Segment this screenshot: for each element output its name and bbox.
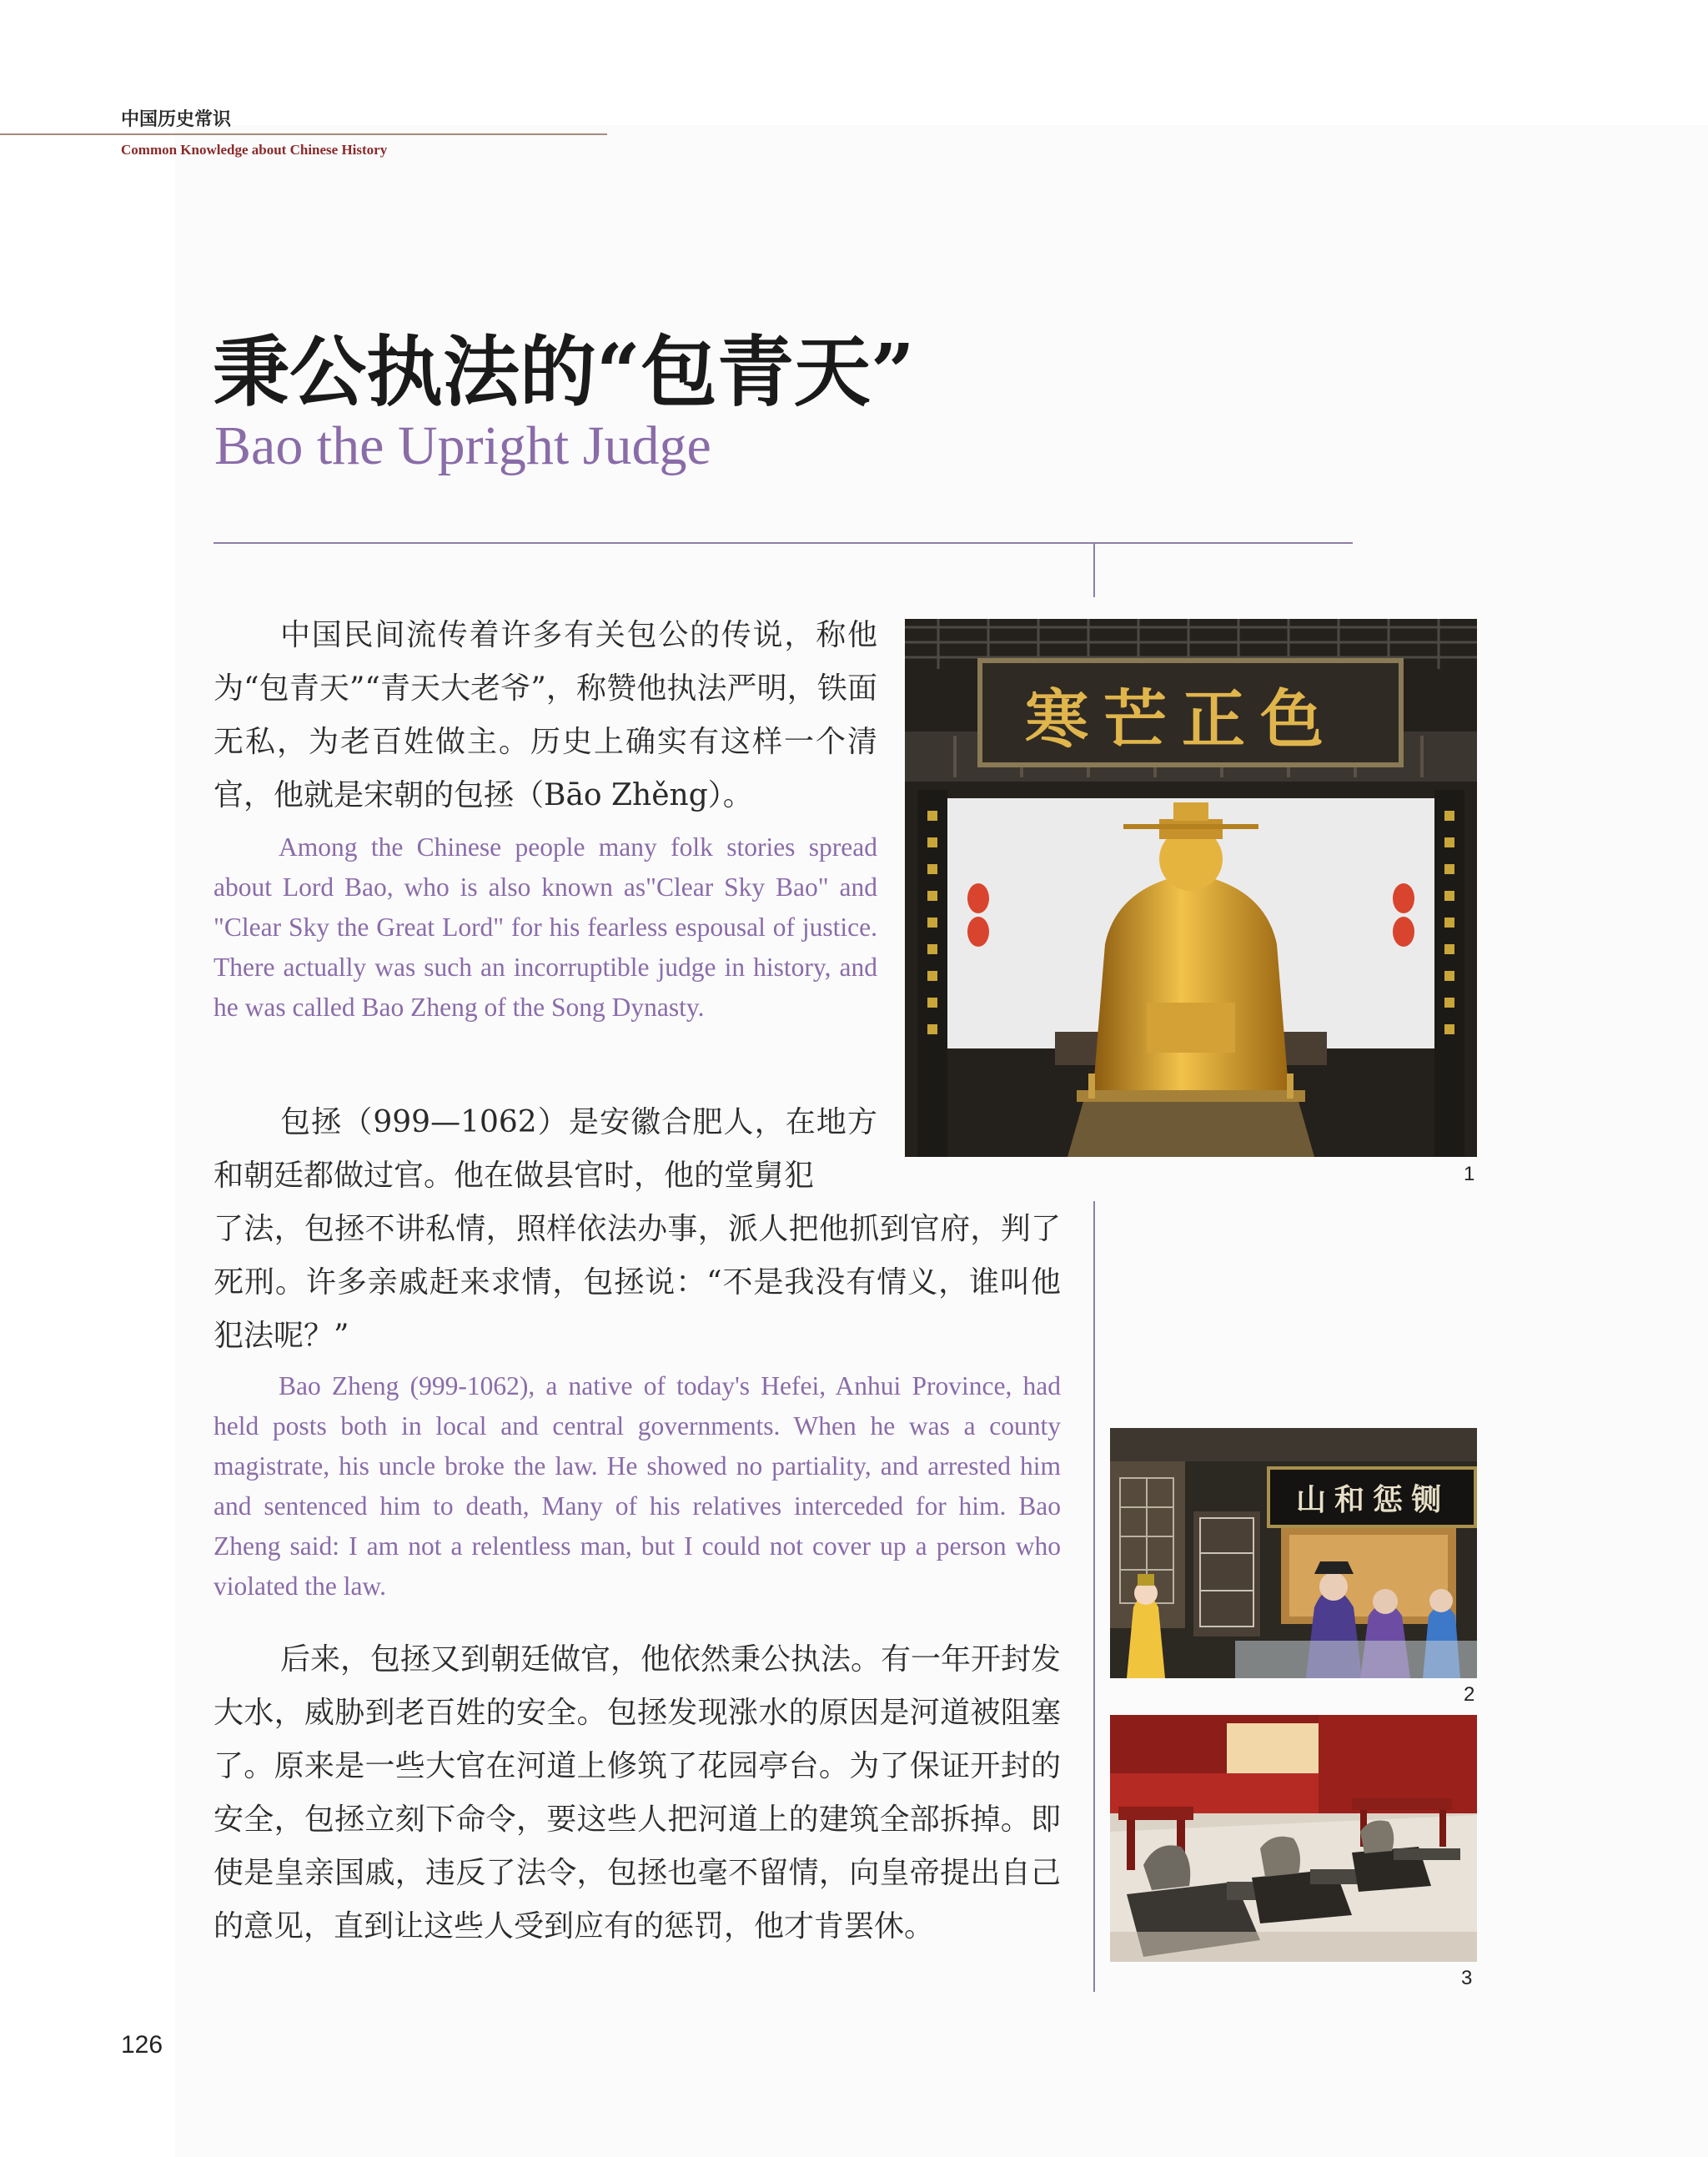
page-number: 126 <box>121 2031 163 2059</box>
title-divider <box>214 542 1353 544</box>
paragraph-2-cn-part1: 包拯（999—1062）是安徽合肥人，在地方和朝廷都做过官。他在做县官时，他的堂舅犯 <box>214 1105 877 1193</box>
photo-three-guillotines <box>1110 1715 1477 1962</box>
running-header-rule <box>0 133 607 135</box>
divider-tick <box>1093 542 1095 597</box>
paragraph-3-cn: 后来，包拯又到朝廷做官，他依然秉公执法。有一年开封发大水，威胁到老百姓的安全。包拯发现涨水的原因是河道被阻塞了。原来是一些大官在河道上修筑了花园亭台。为了保证开封的安全，包拯立刻下命令，要这些人把河道上的建筑全部拆掉。即使是皇亲国戚，违反了法令，包拯也毫不留情，向皇帝提出自己的意见，直到让这些人受到应有的惩罚，他才肯罢休。 <box>214 1642 1062 1943</box>
article-title-cn: 秉公执法的“包青天” <box>213 327 915 417</box>
photo-opera-figures <box>1110 1428 1477 1678</box>
paragraph-2-cn-part2: 了法，包拯不讲私情，照样依法办事，派人把他抓到官府，判了死刑。许多亲戚赶来求情，包拯说：“不是我没有情义，谁叫他犯法呢？” <box>214 1212 1061 1353</box>
running-header-cn: 中国历史常识 <box>121 108 232 130</box>
photo-3-caption: 3 <box>1461 1967 1473 1989</box>
photo-2-plaque: 铡惩和山 <box>1296 1481 1450 1517</box>
photo-1-caption: 1 <box>1464 1163 1475 1185</box>
column-divider <box>1093 1201 1095 1992</box>
paragraph-1-cn: 中国民间流传着许多有关包公的传说，称他为“包青天”“青天大老爷”，称赞他执法严明，铁面无私，为老百姓做主。历史上确实有这样一个清官，他就是宋朝的包拯（Bāo Zhěng）。 <box>214 618 877 812</box>
running-header-en: Common Knowledge about Chinese History <box>121 142 388 158</box>
paragraph-2-en: Bao Zheng (999-1062), a native of today's Hefei, Anhui Province, had held posts both in local and central governments. When he was a county magistrate, his uncle broke the law. He showed no partiality, and arrested him and sentenced him to death, Many of his relatives interceded for him. Bao Zheng said: I am not a relentless man, but I could not cover up a person who violated the law. <box>214 1371 1061 1601</box>
photo-1-plaque: 色正芒寒 <box>1025 681 1339 757</box>
paragraph-1-en: Among the Chinese people many folk stories spread about Lord Bao, who is also known as"Clear Sky Bao" and "Clear Sky the Great Lord" for his fearless espousal of justice. There actually was such an incorruptible judge in history, and he was called Bao Zheng of the Song Dynasty. <box>214 832 877 1022</box>
article-title-en: Bao the Upright Judge <box>214 415 711 476</box>
photo-bao-zheng-statue <box>905 619 1477 1157</box>
photo-2-caption: 2 <box>1464 1683 1475 1706</box>
